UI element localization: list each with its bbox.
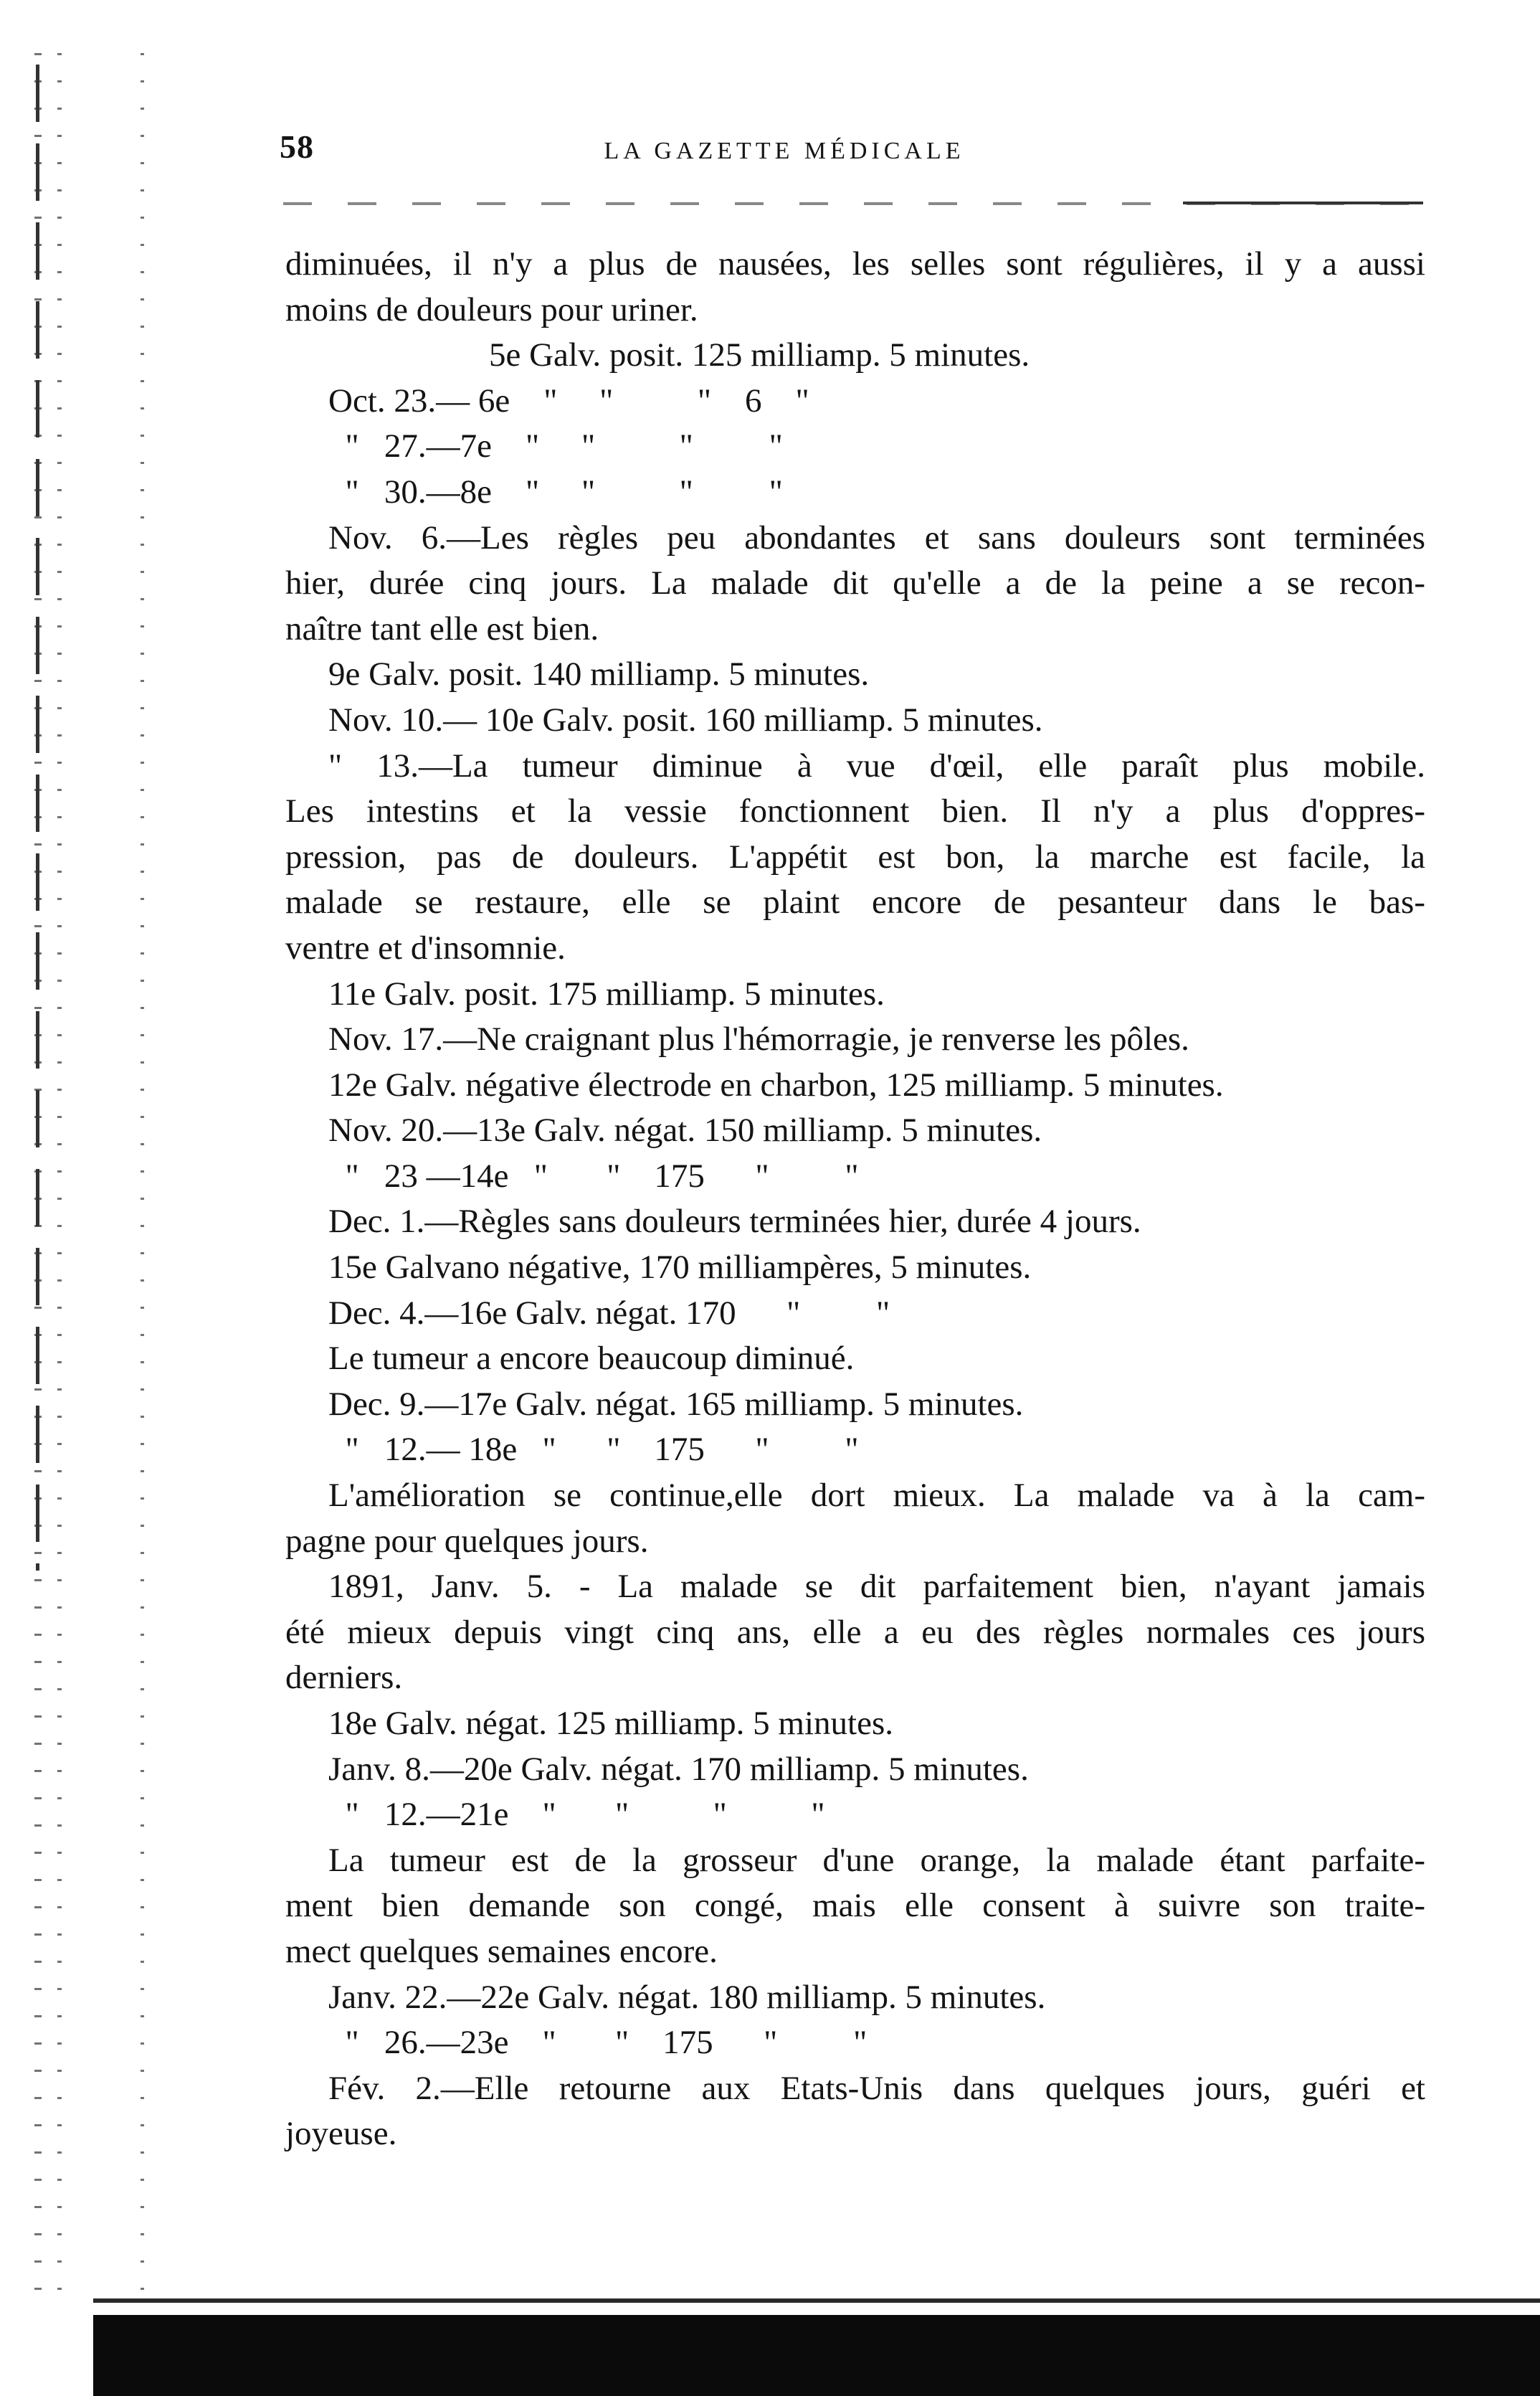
text-line: Nov. 17.—Ne craignant plus l'hémorragie, je renverse les pôles.: [328, 1021, 1189, 1059]
text-line: ment bien demande son congé, mais elle consent à suivre son traite-: [285, 1887, 1425, 1925]
text-line: " 13.—La tumeur diminue à vue d'œil, elle paraît plus mobile.: [328, 747, 1425, 785]
text-line: Dec. 4.—16e Galv. négat. 170 " ": [328, 1294, 890, 1332]
text-line: malade se restaure, elle se plaint encore de pesanteur dans le bas-: [285, 884, 1425, 922]
header-rule-solid: [1183, 202, 1423, 204]
binding-line: [36, 65, 39, 1571]
page-number: 58: [280, 128, 314, 165]
text-line: Le tumeur a encore beaucoup diminué.: [328, 1340, 855, 1378]
binding-shadow: [0, 43, 165, 2309]
scan-bottom-edge: [93, 2315, 1540, 2396]
text-line: Dec. 1.—Règles sans douleurs terminées hier, durée 4 jours.: [328, 1203, 1141, 1241]
text-line: 5e Galv. posit. 125 milliamp. 5 minutes.: [489, 336, 1030, 374]
text-line: Les intestins et la vessie fonctionnent bien. Il n'y a plus d'oppres-: [285, 792, 1425, 830]
text-line: Nov. 10.— 10e Galv. posit. 160 milliamp. 5 minutes.: [328, 701, 1043, 739]
text-line: moins de douleurs pour uriner.: [285, 290, 698, 328]
text-line: naître tant elle est bien.: [285, 610, 599, 648]
running-head: LA GAZETTE MÉDICALE: [604, 138, 965, 164]
text-line: Oct. 23.— 6e " " " 6 ": [328, 382, 809, 420]
text-line: 12e Galv. négative électrode en charbon, 125 milliamp. 5 minutes.: [328, 1066, 1224, 1104]
text-line: Nov. 20.—13e Galv. négat. 150 milliamp. 5 minutes.: [328, 1112, 1042, 1150]
text-line: Nov. 6.—Les règles peu abondantes et sans douleurs sont terminées: [328, 518, 1425, 557]
body-text: [285, 242, 1425, 2157]
text-line: pagne pour quelques jours.: [285, 1522, 649, 1560]
text-line: ventre et d'insomnie.: [285, 929, 566, 967]
text-line: joyeuse.: [285, 2115, 397, 2153]
text-line: Janv. 22.—22e Galv. négat. 180 milliamp. 5 minutes.: [328, 1978, 1046, 2016]
text-line: pression, pas de douleurs. L'appétit est bon, la marche est facile, la: [285, 838, 1425, 876]
text-line: " 27.—7e " " " ": [328, 427, 783, 465]
text-line: La tumeur est de la grosseur d'une orange, la malade étant parfaite-: [328, 1841, 1425, 1879]
text-line: diminuées, il n'y a plus de nausées, les selles sont régulières, il y a aussi: [285, 245, 1425, 283]
text-line: " 12.— 18e " " 175 " ": [328, 1431, 859, 1469]
text-line: 15e Galvano négative, 170 milliampères, 5 minutes.: [328, 1249, 1032, 1287]
text-line: " 12.—21e " " " ": [328, 1796, 825, 1834]
text-line: 18e Galv. négat. 125 milliamp. 5 minutes.: [328, 1705, 893, 1742]
text-line: " 23 —14e " " 175 " ": [328, 1157, 859, 1195]
text-line: 11e Galv. posit. 175 milliamp. 5 minutes.: [328, 975, 885, 1013]
text-line: Fév. 2.—Elle retourne aux Etats-Unis dans quelques jours, guéri et: [328, 2069, 1425, 2107]
text-line: 9e Galv. posit. 140 milliamp. 5 minutes.: [328, 655, 870, 693]
text-line: été mieux depuis vingt cinq ans, elle a eu des règles normales ces jours: [285, 1613, 1425, 1651]
text-line: " 26.—23e " " 175 " ": [328, 2024, 868, 2062]
text-line: L'amélioration se continue,elle dort mieux. La malade va à la cam-: [328, 1477, 1425, 1515]
text-line: hier, durée cinq jours. La malade dit qu'elle a de la peine a se recon-: [285, 564, 1425, 602]
bottom-rule: [93, 2298, 1540, 2303]
text-line: derniers.: [285, 1659, 403, 1697]
text-line: mect quelques semaines encore.: [285, 1932, 718, 1970]
text-line: Dec. 9.—17e Galv. négat. 165 milliamp. 5 minutes.: [328, 1385, 1024, 1423]
text-line: " 30.—8e " " " ": [328, 473, 783, 511]
text-line: Janv. 8.—20e Galv. négat. 170 milliamp. 5 minutes.: [328, 1750, 1029, 1788]
text-line: 1891, Janv. 5. - La malade se dit parfaitement bien, n'ayant jamais: [328, 1568, 1425, 1606]
